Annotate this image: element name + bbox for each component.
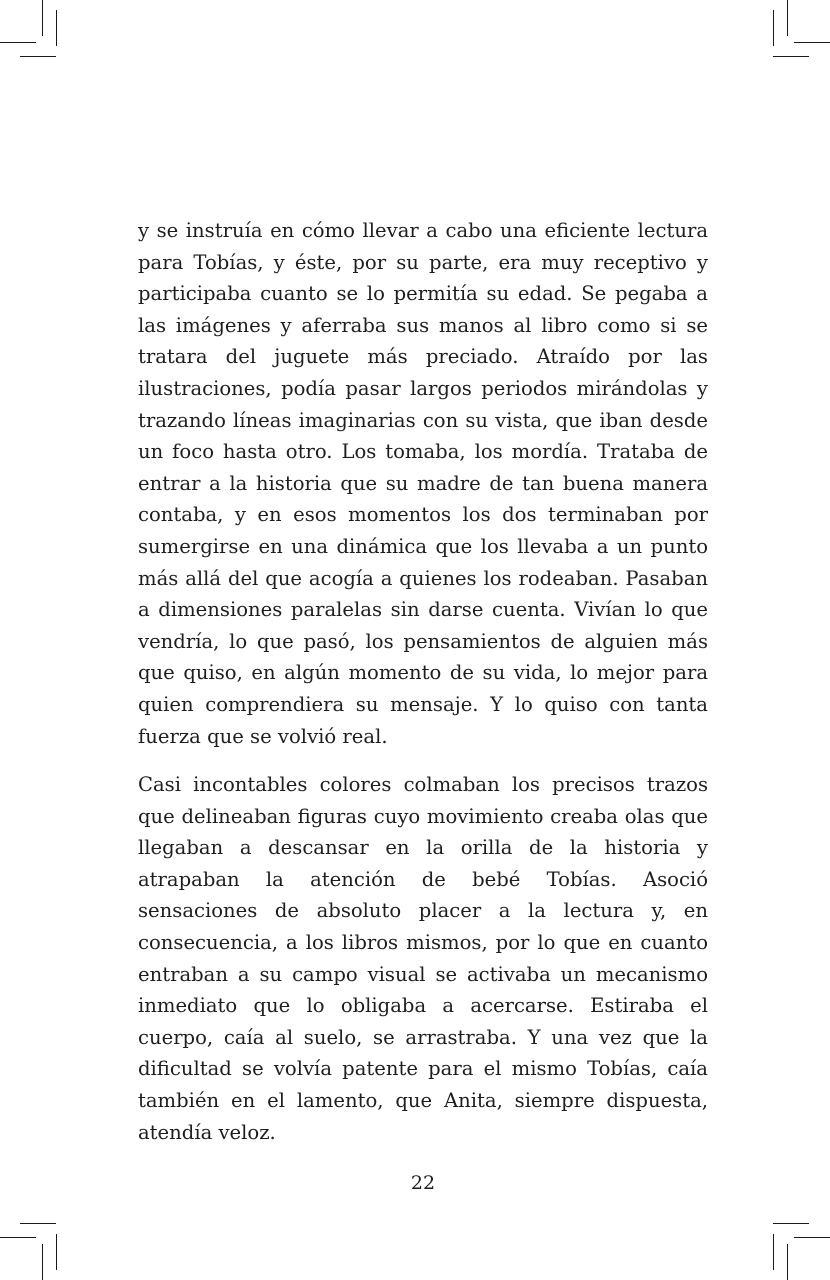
crop-mark: [787, 1244, 788, 1280]
crop-mark: [773, 10, 774, 46]
paragraph: Casi incontables colores colmaban los precisos trazos que delineaban figuras cuyo movimiento creaba olas que llegaban a descansar en la orilla de la historia y atrapaban la atención de bebé Tobías. Asoció sensaciones de absoluto placer a la lectura y, en consecuencia, a los libros mismos, por lo que en cuanto entraban a su campo visual se activaba un mecanismo inmediato que lo obligaba a acercarse. Estiraba el cuerpo, caía al suelo, se arrastraba. Y una vez que la dificultad se volvía patente para el mismo Tobías, caía también en el lamento, que Anita, siempre dispuesta, atendía veloz.: [138, 773, 708, 1144]
body-text: [138, 215, 708, 1148]
crop-mark: [773, 1223, 809, 1224]
crop-mark: [787, 0, 788, 36]
crop-mark: [794, 1237, 830, 1238]
crop-mark: [20, 1223, 56, 1224]
crop-mark: [794, 42, 830, 43]
paragraph: y se instruía en cómo llevar a cabo una eficiente lectura para Tobías, y éste, por su parte, era muy receptivo y participaba cuanto se lo permitía su edad. Se pegaba a las imágenes y aferraba sus manos al libro como si se tratara del juguete más preciado. Atraído por las ilustraciones, podía pasar largos periodos mirándolas y trazando líneas imaginarias con su vista, que iban desde un foco hasta otro. Los tomaba, los mordía. Trataba de entrar a la historia que su madre de tan buena manera contaba, y en esos momentos los dos terminaban por sumergirse en una dinámica que los llevaba a un punto más allá del que acogía a quienes los rodeaban. Pasaban a dimensiones paralelas sin darse cuenta. Vivían lo que vendría, lo que pasó, los pensamientos de alguien más que quiso, en algún momento de su vida, lo mejor para quien comprendiera su mensaje. Y lo quiso con tanta fuerza que se volvió real.: [138, 219, 708, 748]
crop-mark: [0, 42, 36, 43]
crop-mark: [773, 1234, 774, 1270]
crop-mark: [56, 10, 57, 46]
crop-mark: [42, 1244, 43, 1280]
crop-mark: [773, 56, 809, 57]
crop-mark: [56, 1234, 57, 1270]
crop-mark: [0, 1237, 36, 1238]
crop-mark: [20, 56, 56, 57]
crop-mark: [42, 0, 43, 36]
page-number: 22: [410, 1172, 436, 1194]
